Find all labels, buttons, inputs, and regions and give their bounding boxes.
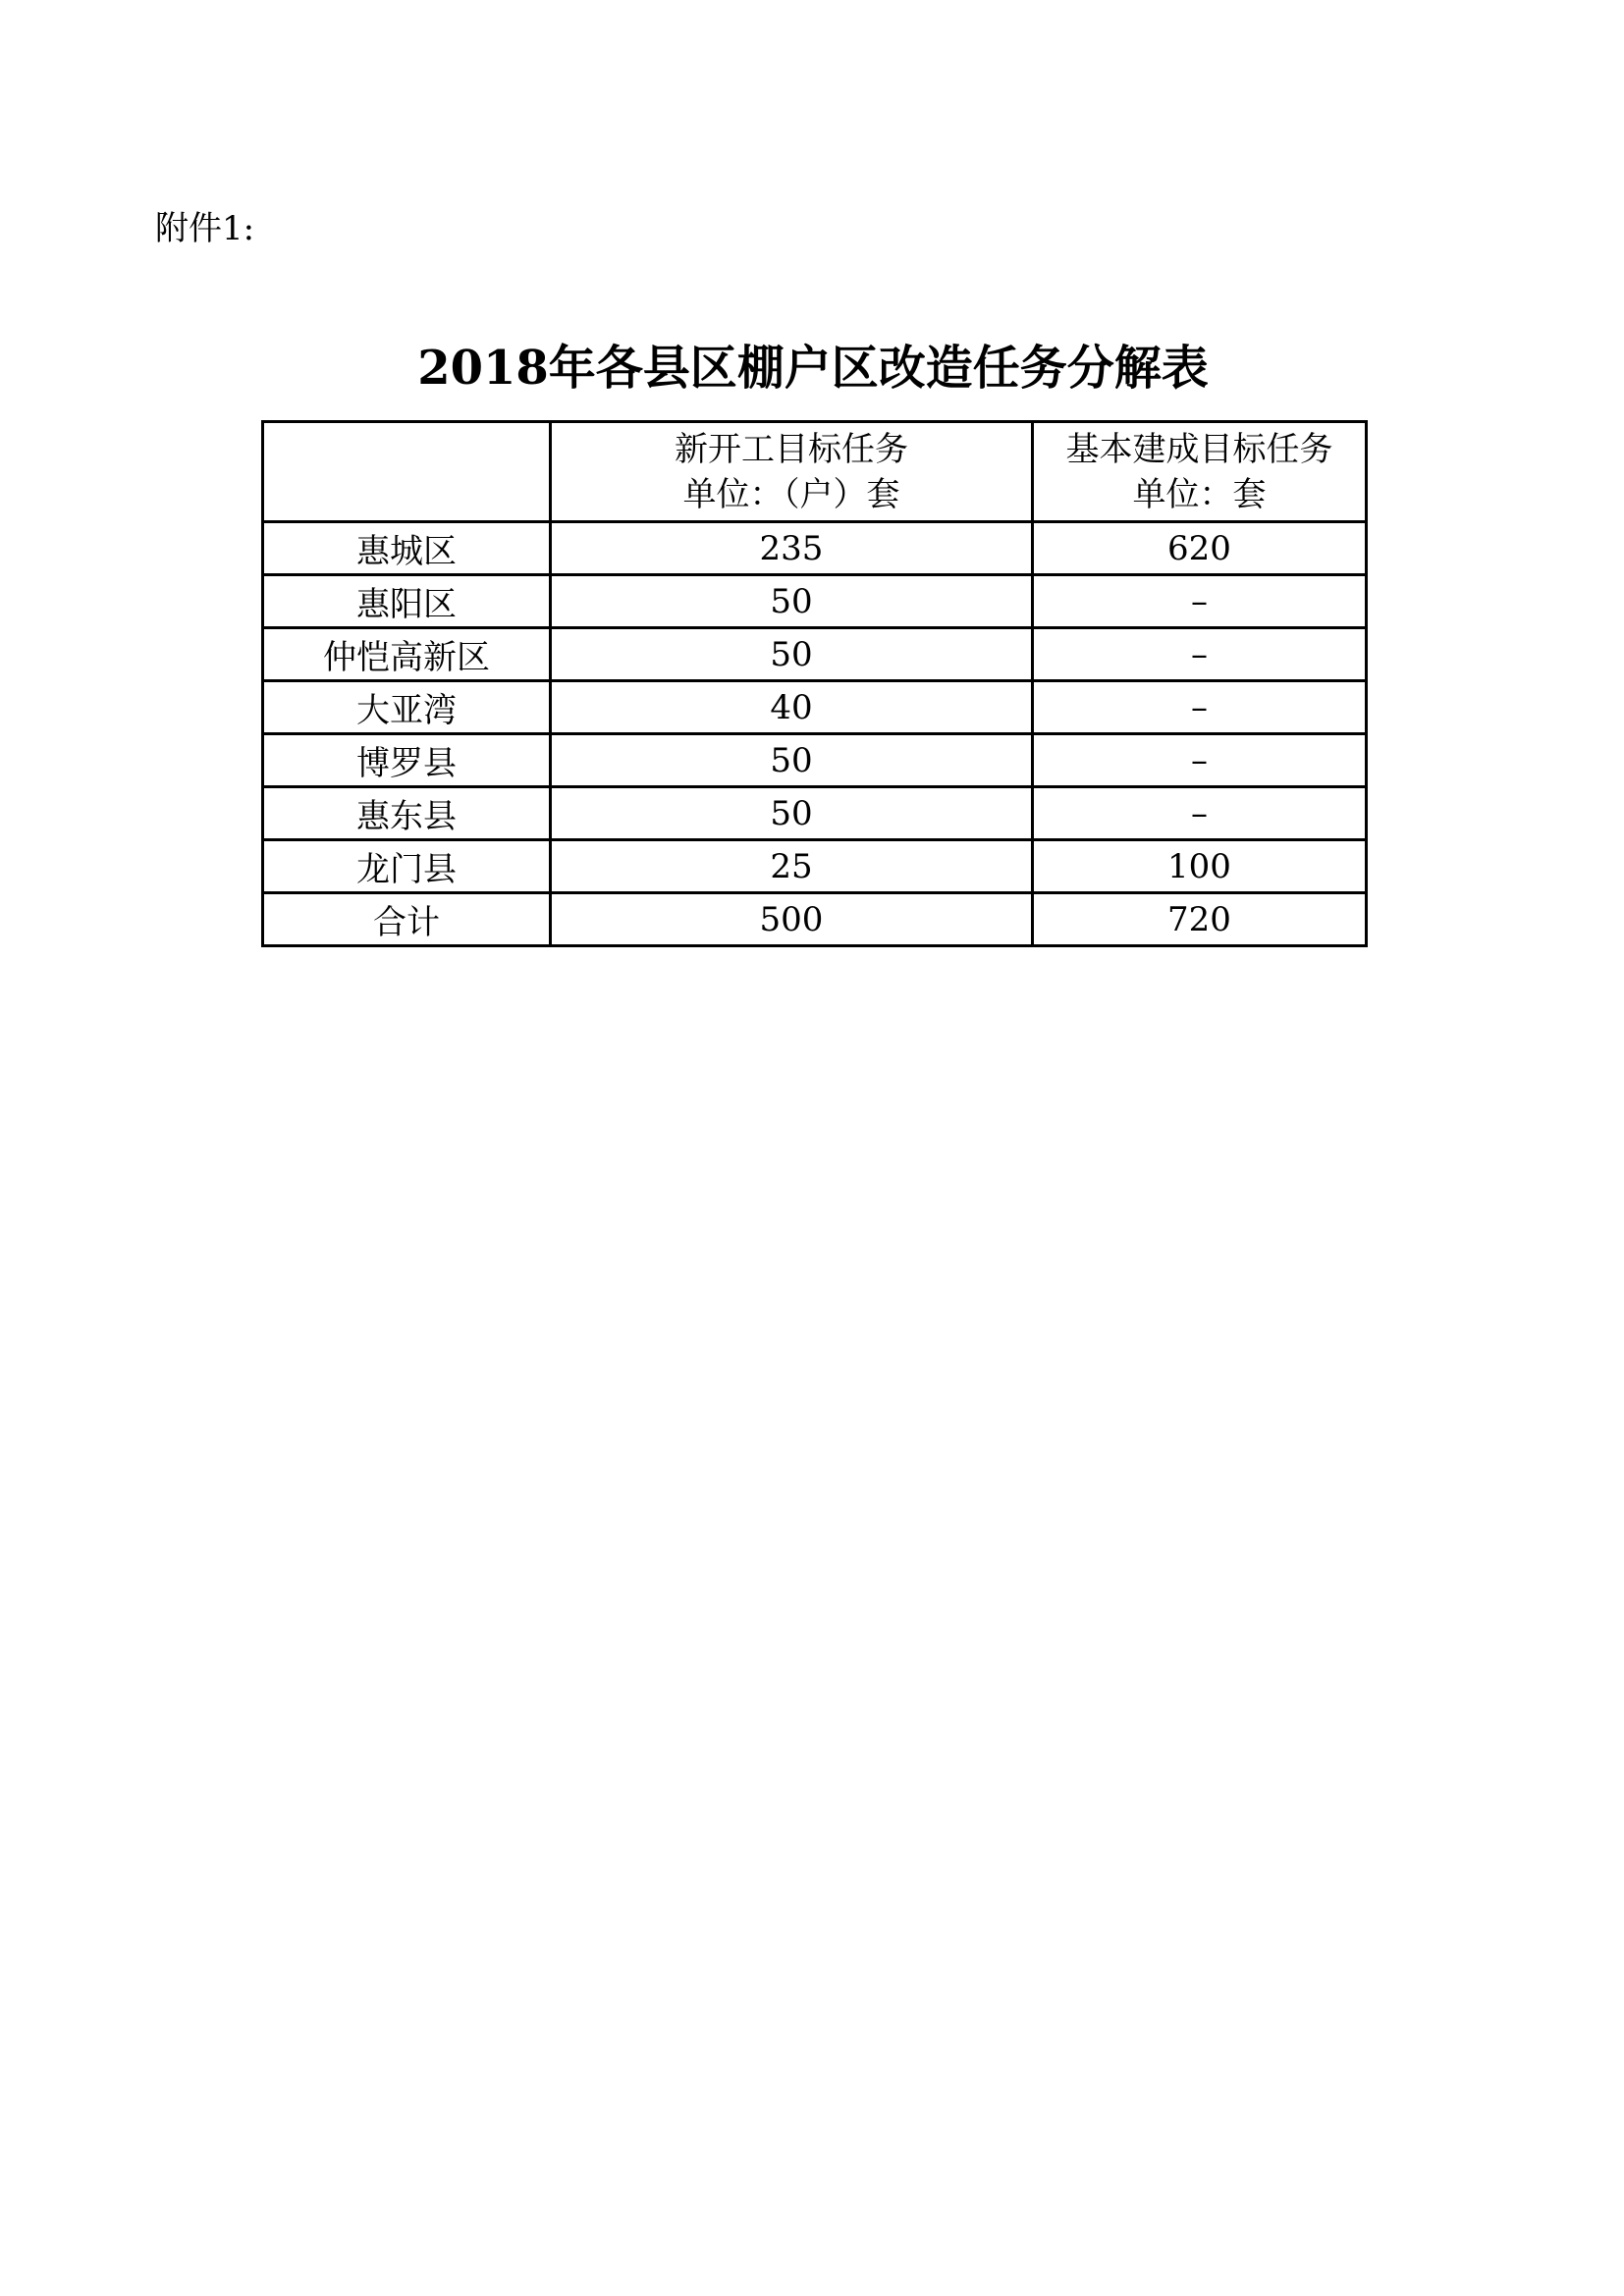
table-row <box>263 681 1367 734</box>
region-cell: 惠东县 <box>263 787 551 840</box>
region-cell: 惠阳区 <box>263 575 551 628</box>
table-row <box>263 840 1367 893</box>
table-total-row <box>263 893 1367 946</box>
completion-cell: – <box>1033 575 1367 628</box>
new-start-cell: 50 <box>551 787 1033 840</box>
region-cell: 龙门县 <box>263 840 551 893</box>
new-start-cell: 40 <box>551 681 1033 734</box>
header-completion <box>1033 422 1367 522</box>
document-title: 2018年各县区棚户区改造任务分解表 <box>417 341 1209 396</box>
new-start-cell: 50 <box>551 628 1033 681</box>
region-cell: 仲恺高新区 <box>263 628 551 681</box>
total-completion-cell: 720 <box>1033 893 1367 946</box>
region-cell: 惠城区 <box>263 522 551 575</box>
header-new-start <box>551 422 1033 522</box>
completion-cell: 100 <box>1033 840 1367 893</box>
new-start-cell: 50 <box>551 734 1033 787</box>
header-completion-title: 基本建成目标任务 <box>1065 429 1333 469</box>
table-row <box>263 628 1367 681</box>
new-start-cell: 25 <box>551 840 1033 893</box>
completion-cell: – <box>1033 628 1367 681</box>
table-row <box>263 522 1367 575</box>
region-cell: 博罗县 <box>263 734 551 787</box>
region-cell: 大亚湾 <box>263 681 551 734</box>
attachment-label: 附件1: <box>155 209 255 248</box>
header-completion-unit: 单位：套 <box>1132 474 1267 514</box>
total-label-cell: 合计 <box>263 893 551 946</box>
table-row <box>263 787 1367 840</box>
completion-cell: – <box>1033 734 1367 787</box>
header-new-start-title: 新开工目标任务 <box>675 429 908 469</box>
table-row <box>263 575 1367 628</box>
header-region <box>263 422 551 522</box>
total-new-start-cell: 500 <box>551 893 1033 946</box>
table-row <box>263 734 1367 787</box>
header-new-start-unit: 单位：（户）套 <box>682 474 900 514</box>
new-start-cell: 235 <box>551 522 1033 575</box>
completion-cell: – <box>1033 787 1367 840</box>
task-breakdown-table <box>261 420 1368 947</box>
new-start-cell: 50 <box>551 575 1033 628</box>
table-header-row <box>263 422 1367 522</box>
completion-cell: – <box>1033 681 1367 734</box>
completion-cell: 620 <box>1033 522 1367 575</box>
